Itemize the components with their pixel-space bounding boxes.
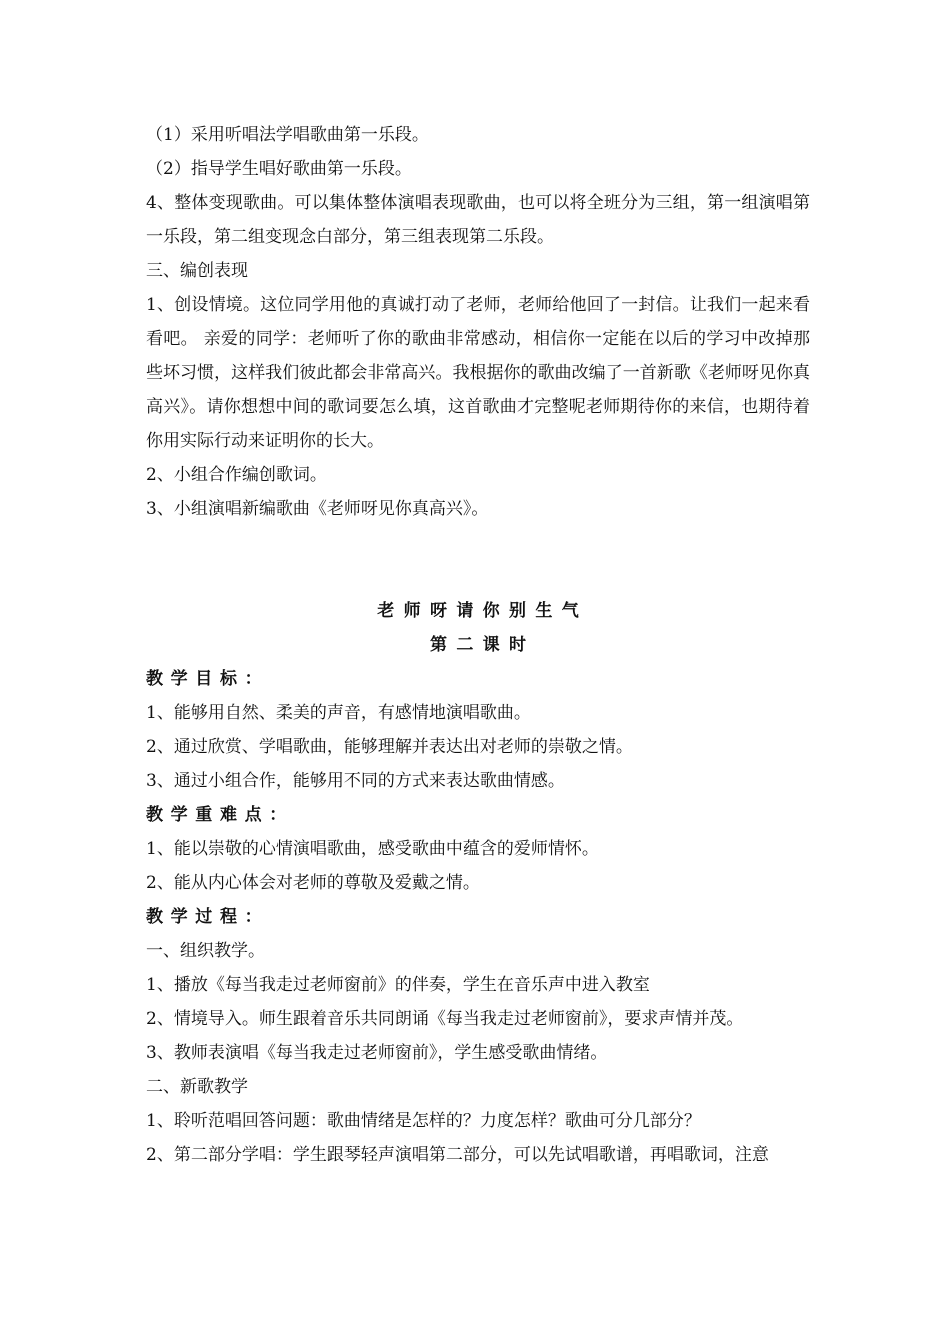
lesson-subtitle: 第二课时 <box>429 635 536 655</box>
process-item: 3、教师表演唱《每当我走过老师窗前》，学生感受歌曲情绪。 <box>146 1043 608 1063</box>
paragraph-group-lyrics: 2、小组合作编创歌词。 <box>146 465 327 485</box>
keypoints-heading: 教学重难点： <box>146 805 294 825</box>
goal-item: 1、能够用自然、柔美的声音，有感情地演唱歌曲。 <box>146 703 531 723</box>
goals-heading: 教学目标： <box>146 669 270 689</box>
process-item: 二、新歌教学 <box>146 1077 248 1097</box>
process-item: 1、聆听范唱回答问题：歌曲情绪是怎样的？力度怎样？歌曲可分几部分？ <box>146 1111 701 1131</box>
process-item: 1、播放《每当我走过老师窗前》的伴奏，学生在音乐声中进入教室 <box>146 975 650 995</box>
document-page <box>146 118 810 1172</box>
paragraph-step-1: （1）采用听唱法学唱歌曲第一乐段。 <box>146 125 429 145</box>
process-item: 2、情境导入。师生跟着音乐共同朗诵《每当我走过老师窗前》，要求声情并茂。 <box>146 1009 744 1029</box>
paragraph-scenario: 1、创设情境。这位同学用他的真诚打动了老师，老师给他回了一封信。让我们一起来看看吧。 亲爱的同学：老师听了你的歌曲非常感动，相信你一定能在以后的学习中改掉那些坏习惯，这样我们彼此都会非常高兴。我根据你的歌曲改编了一首新歌《老师呀见你真高兴》。请你想想中间的歌词要怎么填，这首歌曲才完整呢老师期待你的来信，也期待着你用实际行动来证明你的长大。 <box>146 295 810 451</box>
paragraph-group-sing: 3、小组演唱新编歌曲《老师呀见你真高兴》。 <box>146 499 489 519</box>
section-gap <box>146 526 810 594</box>
goal-item: 2、通过欣赏、学唱歌曲，能够理解并表达出对老师的崇敬之情。 <box>146 737 633 757</box>
process-item: 一、组织教学。 <box>146 941 265 961</box>
process-heading: 教学过程： <box>146 907 270 927</box>
paragraph-step-2: （2）指导学生唱好歌曲第一乐段。 <box>146 159 412 179</box>
lesson-title: 老师呀请你别生气 <box>377 601 589 621</box>
keypoint-item: 2、能从内心体会对老师的尊敬及爱戴之情。 <box>146 873 480 893</box>
goal-item: 3、通过小组合作，能够用不同的方式来表达歌曲情感。 <box>146 771 565 791</box>
section-heading-create: 三、编创表现 <box>146 261 248 281</box>
keypoint-item: 1、能以崇敬的心情演唱歌曲，感受歌曲中蕴含的爱师情怀。 <box>146 839 599 859</box>
paragraph-whole-performance: 4、整体变现歌曲。可以集体整体演唱表现歌曲，也可以将全班分为三组，第一组演唱第一乐段，第二组变现念白部分，第三组表现第二乐段。 <box>146 193 810 247</box>
process-item: 2、第二部分学唱：学生跟琴轻声演唱第二部分，可以先试唱歌谱，再唱歌词，注意 <box>146 1145 769 1165</box>
